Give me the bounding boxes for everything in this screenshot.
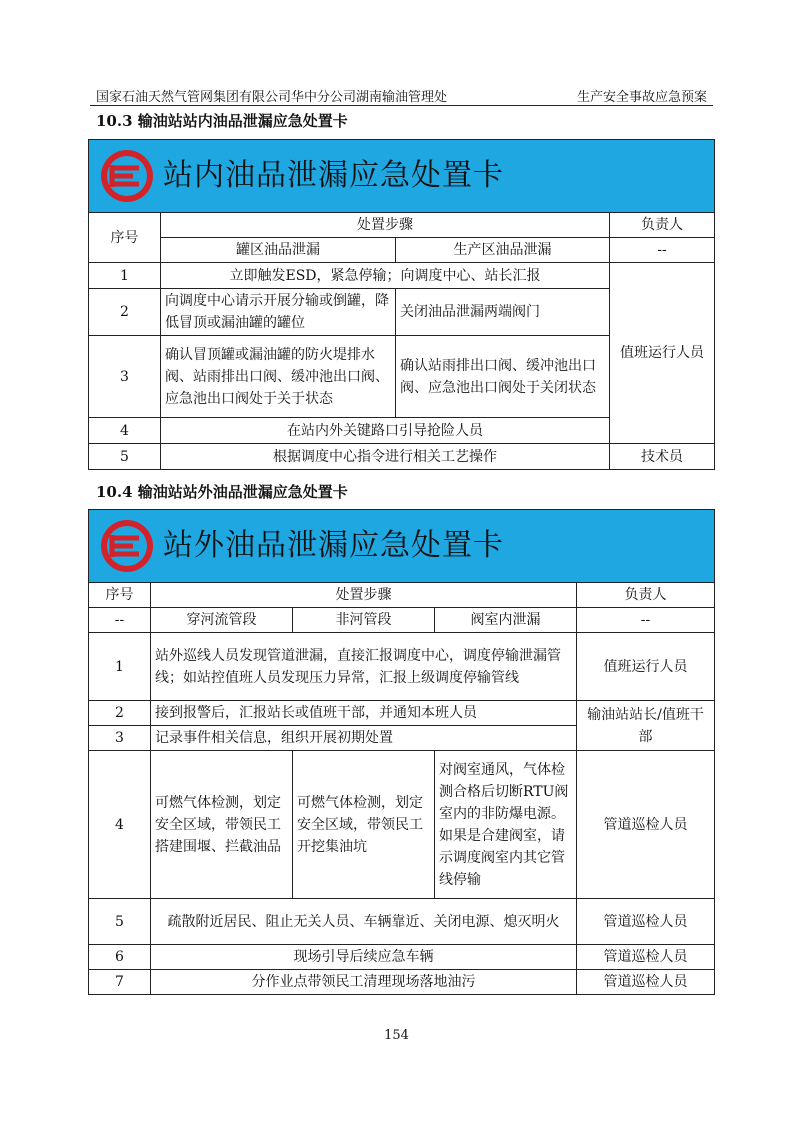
sub-header-owner: -- [577,608,715,633]
row-owner: 值班运行人员 [610,263,715,444]
row-owner: 值班运行人员 [577,633,715,701]
page-number: 154 [384,1028,409,1043]
row-step: 接到报警后，汇报站长或值班干部，并通知本班人员 [151,701,577,726]
emergency-card-external [88,509,715,995]
table-row [89,945,715,970]
col-seq-header: 序号 [89,583,151,608]
pipechina-logo-icon [99,148,155,204]
row-seq: 5 [89,899,151,945]
card-banner [89,510,715,583]
table-row [89,970,715,995]
col-seq-header: 序号 [89,213,161,263]
row-step-valve: 对阀室通风，气体检测合格后切断RTU阀室内的非防爆电源。如果是合建阀室，请示调度阀室内其它管线停输 [435,751,577,899]
row-owner: 技术员 [610,444,715,470]
row-seq: 4 [89,418,161,444]
table-row [89,899,715,945]
row-seq: 3 [89,726,151,751]
sub-header-seq: -- [89,608,151,633]
row-seq: 5 [89,444,161,470]
row-owner: 管道巡检人员 [577,945,715,970]
row-step: 分作业点带领民工清理现场落地油污 [151,970,577,995]
card-banner [89,140,715,213]
col-owner-header: 负责人 [577,583,715,608]
row-owner: 管道巡检人员 [577,899,715,945]
table-row [89,633,715,701]
sub-header-tank: 罐区油品泄漏 [161,238,396,263]
sub-header-nonriver: 非河管段 [293,608,435,633]
row-step: 站外巡线人员发现管道泄漏，直接汇报调度中心，调度停输泄漏管线；如站控值班人员发现压力异常，汇报上级调度停输管线 [151,633,577,701]
row-seq: 2 [89,289,161,336]
sub-header-valve: 阀室内泄漏 [435,608,577,633]
table-row [89,751,715,899]
row-step-tank: 向调度中心请示开展分输或倒罐，降低冒顶或漏油罐的罐位 [161,289,396,336]
card-title: 站外油品泄漏应急处置卡 [163,528,504,563]
row-seq: 7 [89,970,151,995]
sub-header-production: 生产区油品泄漏 [396,238,610,263]
sub-header-river: 穿河流管段 [151,608,293,633]
row-step-nonriver: 可燃气体检测，划定安全区域，带领民工开挖集油坑 [293,751,435,899]
row-seq: 3 [89,336,161,418]
emergency-card-internal [88,139,715,470]
col-steps-header: 处置步骤 [161,213,610,238]
row-seq: 2 [89,701,151,726]
table-row [89,444,715,470]
card-title: 站内油品泄漏应急处置卡 [163,158,504,193]
section-heading-10-3: 10.3 输油站站内油品泄漏应急处置卡 [96,112,348,130]
row-step-river: 可燃气体检测，划定安全区域，带领民工搭建围堰、拦截油品 [151,751,293,899]
row-step: 立即触发ESD，紧急停输；向调度中心、站长汇报 [161,263,610,289]
row-step: 在站内外关键路口引导抢险人员 [161,418,610,444]
sub-header-owner: -- [610,238,715,263]
row-step-production: 确认站雨排出口阀、缓冲池出口阀、应急池出口阀处于关闭状态 [396,336,610,418]
row-seq: 1 [89,263,161,289]
col-steps-header: 处置步骤 [151,583,577,608]
row-step-production: 关闭油品泄漏两端阀门 [396,289,610,336]
header-divider [90,105,713,106]
table-row [89,701,715,726]
row-owner: 输油站站长/值班干部 [577,701,715,751]
row-step: 现场引导后续应急车辆 [151,945,577,970]
row-step-tank: 确认冒顶罐或漏油罐的防火堤排水阀、站雨排出口阀、缓冲池出口阀、应急池出口阀处于关于状态 [161,336,396,418]
col-owner-header: 负责人 [610,213,715,238]
row-seq: 4 [89,751,151,899]
row-owner: 管道巡检人员 [577,970,715,995]
row-seq: 6 [89,945,151,970]
row-seq: 1 [89,633,151,701]
row-owner: 管道巡检人员 [577,751,715,899]
row-step: 根据调度中心指令进行相关工艺操作 [161,444,610,470]
row-step: 记录事件相关信息，组织开展初期处置 [151,726,577,751]
table-row [89,263,715,289]
row-step: 疏散附近居民、阻止无关人员、车辆靠近、关闭电源、熄灭明火 [151,899,577,945]
pipechina-logo-icon [99,518,155,574]
header-org: 国家石油天然气管网集团有限公司华中分公司湖南输油管理处 [96,90,448,105]
section-heading-10-4: 10.4 输油站站外油品泄漏应急处置卡 [96,483,348,501]
header-doc-title: 生产安全事故应急预案 [576,90,707,105]
